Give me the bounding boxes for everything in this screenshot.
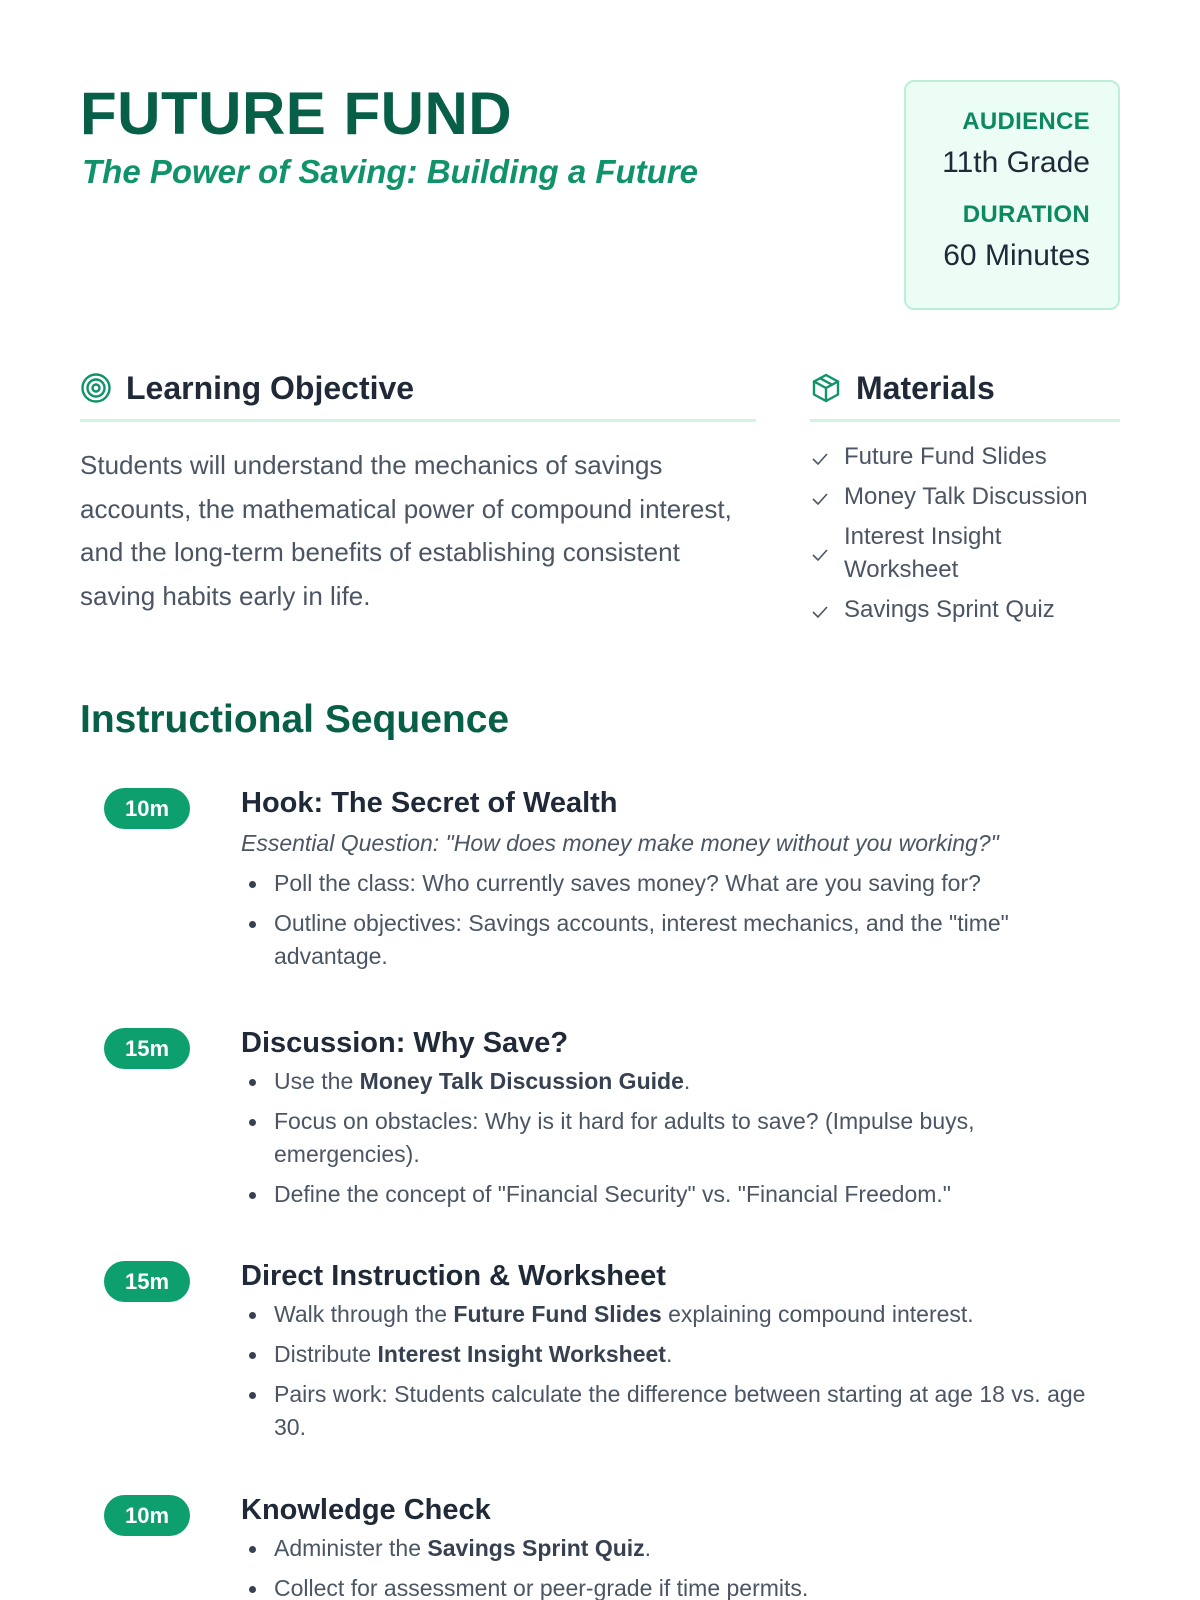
step-bullet bbox=[241, 1105, 1120, 1171]
package-icon bbox=[810, 372, 842, 404]
check-icon bbox=[810, 486, 830, 508]
bullet-text: Use the bbox=[274, 1067, 360, 1094]
lesson-title: FUTURE FUND bbox=[80, 80, 513, 147]
step-bullets bbox=[241, 867, 1120, 973]
materials-item-label: Interest Insight Worksheet bbox=[844, 523, 1002, 583]
step-body bbox=[241, 786, 1120, 980]
check-icon bbox=[810, 542, 830, 564]
check-icon bbox=[810, 599, 830, 621]
step-title: Direct Instruction & Worksheet bbox=[241, 1260, 666, 1292]
bullet-text: Distribute bbox=[274, 1340, 378, 1367]
materials-list bbox=[810, 440, 1120, 633]
bullet-bold-text: Savings Sprint Quiz bbox=[427, 1534, 645, 1561]
step-body bbox=[241, 1026, 1120, 1218]
bullet-text: Outline objectives: Savings accounts, interest mechanics, and the "time" advantage. bbox=[274, 909, 1009, 969]
bullet-text: Focus on obstacles: Why is it hard for adults to save? (Impulse buys, emergencies). bbox=[274, 1107, 975, 1167]
lesson-meta-card bbox=[904, 80, 1120, 310]
bullet-text: . bbox=[665, 1340, 673, 1367]
step-bullet bbox=[241, 1532, 1120, 1565]
step-bullet bbox=[241, 1572, 1120, 1600]
materials-item bbox=[810, 593, 1120, 626]
learning-objective-title: Learning Objective bbox=[126, 370, 415, 406]
essential-question: Essential Question: "How does money make money without you working?" bbox=[241, 829, 999, 856]
step-bullet bbox=[241, 907, 1120, 973]
bullet-bold-text: Interest Insight Worksheet bbox=[377, 1340, 666, 1367]
lesson-header bbox=[80, 80, 1120, 310]
step-body bbox=[241, 1493, 1120, 1600]
bullet-text: Administer the bbox=[274, 1534, 428, 1561]
materials-item-label: Money Talk Discussion bbox=[844, 483, 1088, 510]
duration-label: DURATION bbox=[962, 201, 1090, 228]
check-icon bbox=[810, 446, 830, 468]
step-bullet bbox=[241, 867, 1120, 900]
time-badge: 10m bbox=[104, 788, 190, 829]
materials-item bbox=[810, 440, 1120, 473]
materials-heading bbox=[810, 366, 1120, 422]
bullet-text: . bbox=[644, 1534, 652, 1561]
step-bullets bbox=[241, 1065, 1120, 1211]
duration-value: 60 Minutes bbox=[943, 239, 1090, 272]
step-title: Knowledge Check bbox=[241, 1494, 491, 1526]
bullet-bold-text: Money Talk Discussion Guide bbox=[359, 1067, 684, 1094]
target-icon bbox=[80, 372, 112, 404]
materials-item-label: Future Fund Slides bbox=[844, 443, 1047, 470]
lesson-subtitle: The Power of Saving: Building a Future bbox=[82, 153, 699, 190]
materials-title: Materials bbox=[856, 370, 995, 406]
bullet-text: . bbox=[683, 1067, 691, 1094]
step-body bbox=[241, 1259, 1120, 1451]
step-title: Hook: The Secret of Wealth bbox=[241, 787, 618, 819]
step-bullets bbox=[241, 1298, 1120, 1444]
audience-value: 11th Grade bbox=[942, 146, 1090, 179]
bullet-text: Collect for assessment or peer-grade if time permits. bbox=[274, 1574, 809, 1600]
time-badge: 15m bbox=[104, 1261, 190, 1302]
bullet-text: Define the concept of "Financial Security" vs. "Financial Freedom." bbox=[274, 1180, 951, 1207]
learning-objective-heading bbox=[80, 366, 756, 422]
bullet-text: Pairs work: Students calculate the difference between starting at age 18 vs. age 30. bbox=[274, 1380, 1086, 1440]
step-bullet bbox=[241, 1378, 1120, 1444]
time-badge: 10m bbox=[104, 1495, 190, 1536]
instructional-sequence-title: Instructional Sequence bbox=[80, 698, 510, 741]
lesson-plan-page bbox=[80, 0, 1120, 1600]
learning-objective-text: Students will understand the mechanics of savings accounts, the mathematical power of compound interest, and the long-term benefits of establishing consistent saving habits early in life. bbox=[80, 450, 732, 611]
step-bullet bbox=[241, 1065, 1120, 1098]
materials-item-label: Savings Sprint Quiz bbox=[844, 596, 1055, 623]
step-title: Discussion: Why Save? bbox=[241, 1027, 569, 1059]
time-badge: 15m bbox=[104, 1028, 190, 1069]
materials-item bbox=[810, 520, 1120, 586]
audience-label: AUDIENCE bbox=[962, 108, 1090, 135]
step-bullet bbox=[241, 1178, 1120, 1211]
bullet-text: Walk through the bbox=[274, 1300, 454, 1327]
materials-item bbox=[810, 480, 1120, 513]
bullet-bold-text: Future Fund Slides bbox=[453, 1300, 662, 1327]
bullet-text: explaining compound interest. bbox=[661, 1300, 974, 1327]
step-bullet bbox=[241, 1338, 1120, 1371]
bullet-text: Poll the class: Who currently saves money? What are you saving for? bbox=[274, 869, 981, 896]
step-bullet bbox=[241, 1298, 1120, 1331]
step-bullets bbox=[241, 1532, 1120, 1600]
